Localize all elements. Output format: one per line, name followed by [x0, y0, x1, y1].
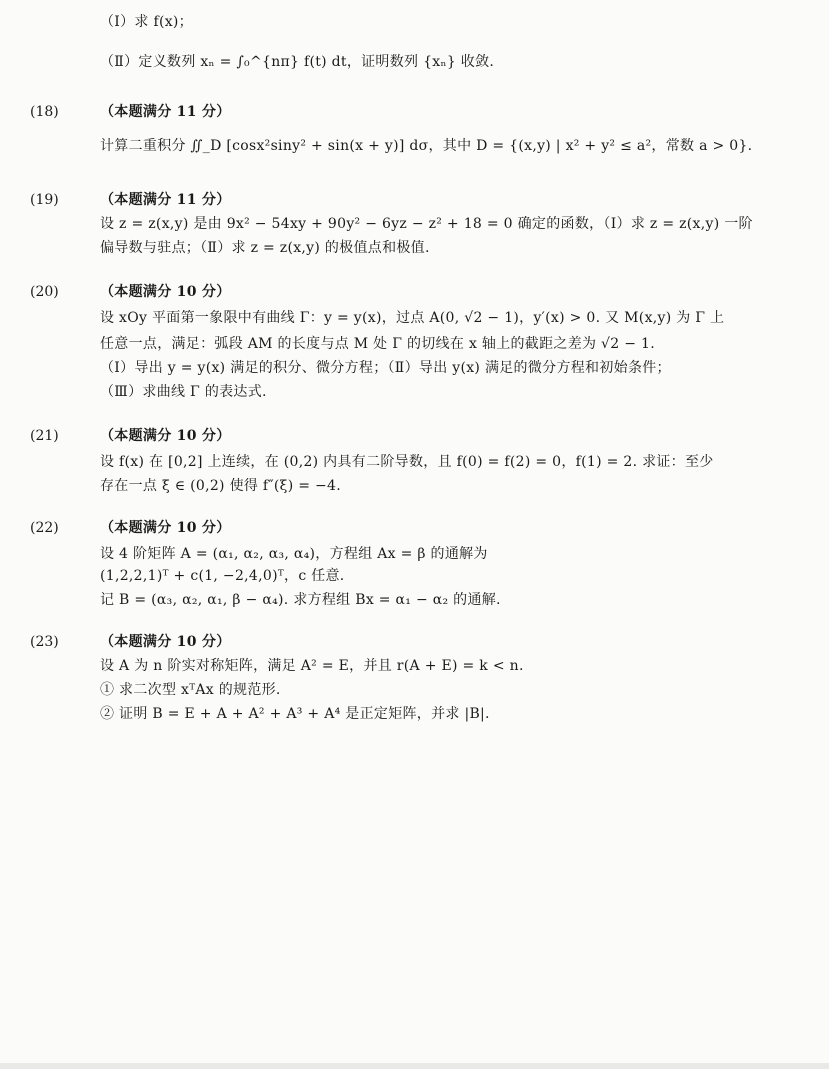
- problem-19-line-1: 设 z = z(x,y) 是由 9x² − 54xy + 90y² − 6yz − z² + 18 = 0 确定的函数，（Ⅰ）求 z = z(x,y) 一阶: [100, 216, 753, 232]
- problem-20-line-2: 任意一点，满足：弧段 AM 的长度与点 M 处 Γ 的切线在 x 轴上的截距之差为 √2 − 1.: [100, 336, 655, 352]
- problem-23-line-2: ① 求二次型 xᵀAx 的规范形.: [100, 682, 281, 698]
- problem-18-line-1: 计算二重积分 ∬_D [cosx²siny² + sin(x + y)] dσ，其中 D = {(x,y) | x² + y² ≤ a²，常数 a > 0}.: [100, 138, 753, 154]
- problem-19-line-2: 偏导数与驻点；（Ⅱ）求 z = z(x,y) 的极值点和极值.: [100, 240, 430, 256]
- pre-part1: （Ⅰ）求 f(x)；: [100, 14, 193, 30]
- problem-22-title: （本题满分 10 分）: [100, 520, 231, 536]
- problem-18-title: （本题满分 11 分）: [100, 104, 231, 120]
- problem-23-line-3: ② 证明 B = E + A + A² + A³ + A⁴ 是正定矩阵，并求 |B|.: [100, 706, 490, 722]
- problem-22-line-3: 记 B = (α₃, α₂, α₁, β − α₄). 求方程组 Bx = α₁ − α₂ 的通解.: [100, 592, 501, 608]
- problem-21-title: （本题满分 10 分）: [100, 428, 231, 444]
- problem-21-line-2: 存在一点 ξ ∈ (0,2) 使得 f″(ξ) = −4.: [100, 478, 341, 494]
- problem-23-line-1: 设 A 为 n 阶实对称矩阵，满足 A² = E，并且 r(A + E) = k < n.: [100, 658, 524, 674]
- problem-20-line-1: 设 xOy 平面第一象限中有曲线 Γ：y = y(x)，过点 A(0, √2 − 1)，y′(x) > 0. 又 M(x,y) 为 Γ 上: [100, 310, 725, 326]
- problem-20-line-4: （Ⅲ）求曲线 Γ 的表达式.: [100, 384, 267, 400]
- problem-20-line-3: （Ⅰ）导出 y = y(x) 满足的积分、微分方程；（Ⅱ）导出 y(x) 满足的微分方程和初始条件；: [100, 360, 671, 376]
- problem-20-number: (20): [30, 284, 59, 300]
- problem-21-line-1: 设 f(x) 在 [0,2] 上连续，在 (0,2) 内具有二阶导数，且 f(0) = f(2) = 0，f(1) = 2. 求证：至少: [100, 454, 714, 470]
- pre-part2: （Ⅱ）定义数列 xₙ = ∫₀^{nπ} f(t) dt，证明数列 {xₙ} 收敛.: [100, 54, 495, 70]
- problem-19-title: （本题满分 11 分）: [100, 192, 231, 208]
- problem-21-number: (21): [30, 428, 59, 444]
- problem-19-number: (19): [30, 192, 59, 208]
- problem-22-number: (22): [30, 520, 59, 536]
- problem-23-title: （本题满分 10 分）: [100, 634, 231, 650]
- problem-23-number: (23): [30, 634, 59, 650]
- problem-18-number: (18): [30, 104, 59, 120]
- problem-22-line-1: 设 4 阶矩阵 A = (α₁, α₂, α₃, α₄)，方程组 Ax = β 的通解为: [100, 546, 488, 562]
- scan-edge: [0, 1063, 829, 1069]
- problem-22-line-2: (1,2,2,1)ᵀ + c(1, −2,4,0)ᵀ，c 任意.: [100, 568, 345, 584]
- problem-20-title: （本题满分 10 分）: [100, 284, 231, 300]
